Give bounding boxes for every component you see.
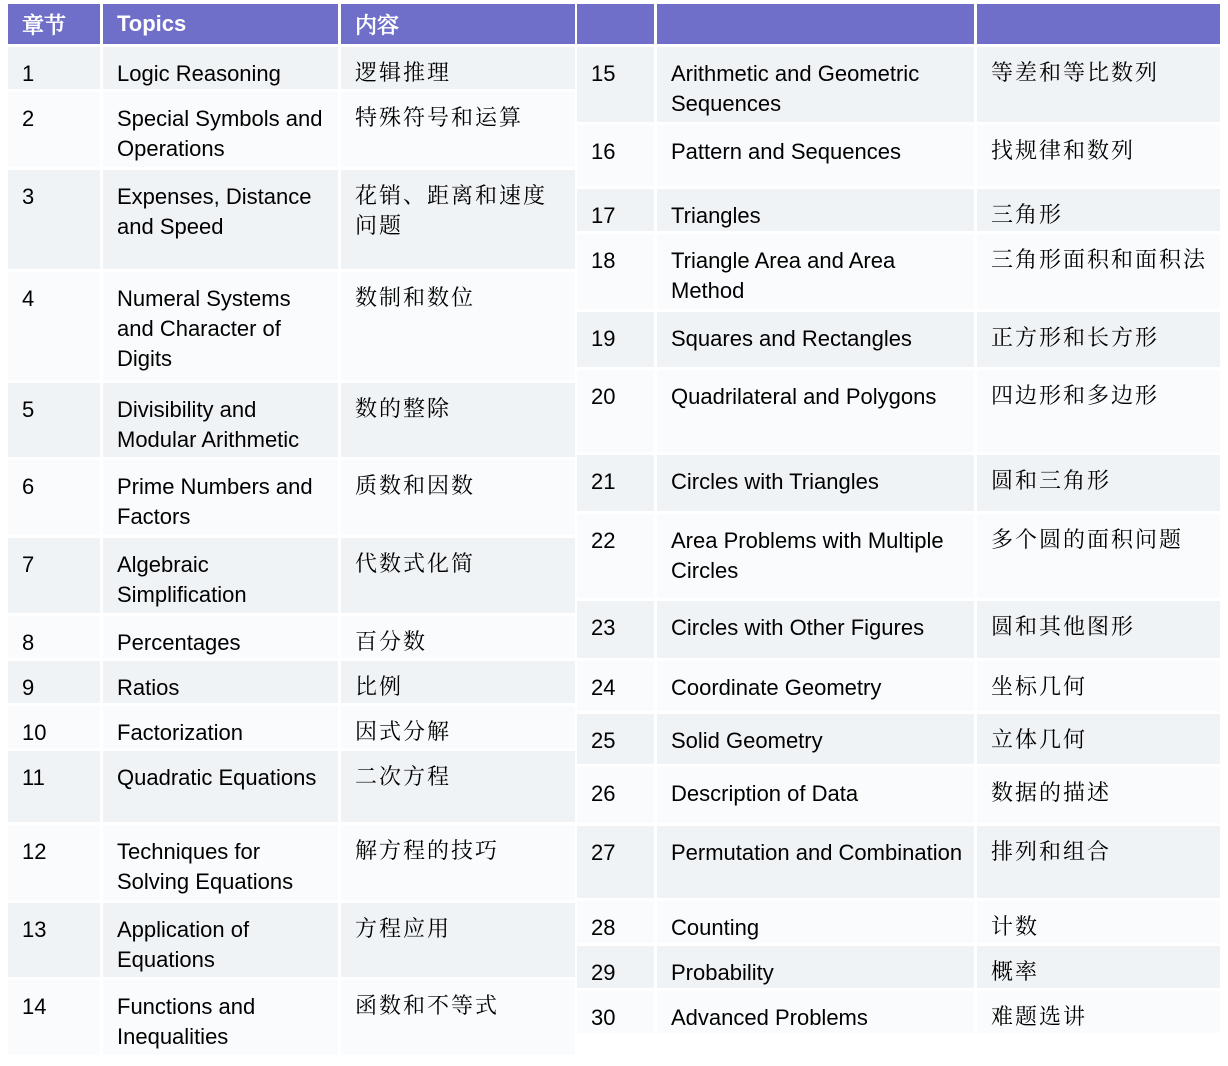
table-row xyxy=(8,170,575,272)
chapter-number-cell xyxy=(8,460,103,538)
topic-name: Numeral Systems and Character of Digits xyxy=(117,286,291,371)
chapter-number-cell xyxy=(577,661,657,714)
topic-name-cell xyxy=(657,47,977,125)
chinese-content-cell xyxy=(341,980,575,1058)
right-header-cell-3 xyxy=(977,4,1220,47)
table-row xyxy=(577,826,1220,901)
topic-name: Squares and Rectangles xyxy=(671,326,912,351)
topic-name-cell xyxy=(657,189,977,234)
table-row xyxy=(8,903,575,980)
table-row xyxy=(577,47,1220,125)
topic-name: Pattern and Sequences xyxy=(671,139,901,164)
table-row xyxy=(8,751,575,825)
topic-name: Prime Numbers and Factors xyxy=(117,474,313,529)
chinese-content-cell xyxy=(341,751,575,825)
chapter-number-cell xyxy=(8,538,103,616)
topic-name-cell xyxy=(103,383,341,460)
topic-name: Description of Data xyxy=(671,781,859,806)
table-row xyxy=(8,616,575,661)
chinese-content: 立体几何 xyxy=(991,728,1088,753)
chinese-content-cell xyxy=(341,47,575,92)
chapter-number: 14 xyxy=(22,994,47,1019)
chapter-number-cell xyxy=(577,455,657,514)
table-row xyxy=(577,661,1220,714)
table-row xyxy=(577,312,1220,370)
chapter-number: 5 xyxy=(22,397,35,422)
chapter-number-cell xyxy=(8,980,103,1058)
topic-name-cell xyxy=(657,714,977,767)
chinese-content-cell xyxy=(977,601,1220,661)
chinese-content: 逻辑推理 xyxy=(355,61,452,86)
chinese-content: 概率 xyxy=(991,960,1040,985)
table-row xyxy=(8,661,575,706)
topic-name-cell xyxy=(103,616,341,661)
chinese-content-cell xyxy=(977,234,1220,312)
table-row xyxy=(577,601,1220,661)
chinese-content: 圆和其他图形 xyxy=(991,615,1136,640)
chapter-number: 10 xyxy=(22,720,47,745)
table-row xyxy=(8,980,575,1058)
topic-name-cell xyxy=(103,980,341,1058)
chinese-content: 质数和因数 xyxy=(355,474,476,499)
chinese-content-cell xyxy=(977,514,1220,601)
topic-name: Quadratic Equations xyxy=(117,765,317,790)
chinese-content-cell xyxy=(977,370,1220,455)
left-header-row xyxy=(8,4,575,47)
topic-name-cell xyxy=(657,125,977,189)
topic-name: Logic Reasoning xyxy=(117,61,281,86)
topic-name: Quadrilateral and Polygons xyxy=(671,384,937,409)
chapter-number-cell xyxy=(577,901,657,946)
chinese-content-cell xyxy=(977,189,1220,234)
chinese-content: 等差和等比数列 xyxy=(991,61,1160,86)
chapter-number: 27 xyxy=(591,840,616,865)
table-row xyxy=(8,47,575,92)
chinese-content: 找规律和数列 xyxy=(991,139,1136,164)
topic-name: Expenses, Distance and Speed xyxy=(117,184,312,239)
table-row xyxy=(577,125,1220,189)
chapter-number: 19 xyxy=(591,326,616,351)
chinese-content: 正方形和长方形 xyxy=(991,326,1160,351)
chapter-number: 24 xyxy=(591,675,616,700)
topic-name-cell xyxy=(657,991,977,1036)
topics-header: Topics xyxy=(103,4,341,47)
topic-name: Divisibility and Modular Arithmetic xyxy=(117,397,300,452)
chapter-number-cell xyxy=(577,767,657,826)
topic-name: Functions and Inequalities xyxy=(117,994,256,1049)
chinese-content-cell xyxy=(341,616,575,661)
chinese-content-cell xyxy=(977,455,1220,514)
topic-name: Ratios xyxy=(117,675,180,700)
topic-name: Circles with Triangles xyxy=(671,469,879,494)
chinese-content-cell xyxy=(341,170,575,272)
chinese-content-cell xyxy=(977,991,1220,1036)
chinese-content: 多个圆的面积问题 xyxy=(991,528,1184,553)
chinese-content-cell xyxy=(341,460,575,538)
chinese-content-cell xyxy=(977,767,1220,826)
chapter-number: 3 xyxy=(22,184,35,209)
chinese-content: 代数式化简 xyxy=(355,552,476,577)
topic-name-cell xyxy=(657,234,977,312)
left-topic-table xyxy=(8,4,575,1058)
chapter-number-cell xyxy=(577,234,657,312)
content-header: 内容 xyxy=(341,4,575,47)
chapter-number: 25 xyxy=(591,728,616,753)
table-row xyxy=(577,234,1220,312)
chinese-content-cell xyxy=(341,706,575,751)
chapter-number-cell xyxy=(8,661,103,706)
chapter-number-cell xyxy=(577,714,657,767)
chapter-number-cell xyxy=(577,47,657,125)
right-header-row xyxy=(577,4,1220,47)
topic-name-cell xyxy=(657,312,977,370)
topic-name: Counting xyxy=(671,915,760,940)
topic-name-cell xyxy=(103,272,341,383)
chapter-number: 17 xyxy=(591,203,616,228)
chapter-number-cell xyxy=(8,825,103,903)
table-row xyxy=(577,991,1220,1036)
table-row xyxy=(577,767,1220,826)
chinese-content: 数制和数位 xyxy=(355,286,476,311)
topic-name: Percentages xyxy=(117,630,241,655)
topic-name-cell xyxy=(657,514,977,601)
topic-name: Special Symbols and Operations xyxy=(117,106,323,161)
chapter-number-cell xyxy=(577,370,657,455)
topic-name-cell xyxy=(657,901,977,946)
table-row xyxy=(8,706,575,751)
chinese-content: 百分数 xyxy=(355,630,428,655)
chapter-number-cell xyxy=(8,272,103,383)
chinese-content: 花销、距离和速度问题 xyxy=(355,184,548,239)
right-header-cell-1 xyxy=(577,4,657,47)
chinese-content-cell xyxy=(977,312,1220,370)
topic-name: Solid Geometry xyxy=(671,728,823,753)
chinese-content-cell xyxy=(977,946,1220,991)
topic-name-cell xyxy=(103,538,341,616)
chinese-content: 坐标几何 xyxy=(991,675,1088,700)
chapter-number: 30 xyxy=(591,1005,616,1030)
topic-name: Algebraic Simplification xyxy=(117,552,247,607)
chapter-number: 28 xyxy=(591,915,616,940)
chapter-number: 9 xyxy=(22,675,35,700)
chapter-number: 15 xyxy=(591,61,616,86)
chinese-content: 四边形和多边形 xyxy=(991,384,1160,409)
topic-name: Coordinate Geometry xyxy=(671,675,882,700)
topic-name: Area Problems with Multiple Circles xyxy=(671,528,944,583)
chapter-number-cell xyxy=(8,92,103,170)
right-header-cell-2 xyxy=(657,4,977,47)
table-row xyxy=(8,538,575,616)
chapter-number: 18 xyxy=(591,248,616,273)
chinese-content: 三角形 xyxy=(991,203,1064,228)
topic-name-cell xyxy=(103,661,341,706)
topic-name-cell xyxy=(657,661,977,714)
right-table-body xyxy=(577,47,1220,1036)
topic-name-cell xyxy=(657,946,977,991)
table-row xyxy=(577,455,1220,514)
chinese-content: 函数和不等式 xyxy=(355,994,500,1019)
topic-name-cell xyxy=(657,826,977,901)
table-row xyxy=(8,92,575,170)
topic-name: Permutation and Combination xyxy=(671,840,963,865)
chapter-number: 7 xyxy=(22,552,35,577)
chapter-number-cell xyxy=(577,826,657,901)
chapter-number: 20 xyxy=(591,384,616,409)
chinese-content: 方程应用 xyxy=(355,917,452,942)
table-row xyxy=(577,901,1220,946)
chinese-content: 数据的描述 xyxy=(991,781,1112,806)
table-row xyxy=(8,383,575,460)
topic-name-cell xyxy=(103,460,341,538)
topic-name: Probability xyxy=(671,960,774,985)
chapter-number: 4 xyxy=(22,286,35,311)
chapter-number-cell xyxy=(8,903,103,980)
chinese-content-cell xyxy=(341,825,575,903)
chinese-content: 排列和组合 xyxy=(991,840,1112,865)
chinese-content: 难题选讲 xyxy=(991,1005,1088,1030)
chinese-content: 圆和三角形 xyxy=(991,469,1112,494)
topic-name-cell xyxy=(103,170,341,272)
chapter-number-cell xyxy=(8,616,103,661)
chapter-header: 章节 xyxy=(8,4,103,47)
table-row xyxy=(8,460,575,538)
topic-name: Arithmetic and Geometric Sequences xyxy=(671,61,920,116)
chapter-number: 6 xyxy=(22,474,35,499)
chapter-number: 16 xyxy=(591,139,616,164)
chapter-number: 23 xyxy=(591,615,616,640)
topic-name: Triangles xyxy=(671,203,761,228)
chapter-number: 29 xyxy=(591,960,616,985)
chapter-number: 21 xyxy=(591,469,616,494)
chinese-content-cell xyxy=(977,47,1220,125)
topic-name: Application of Equations xyxy=(117,917,250,972)
table-row xyxy=(577,189,1220,234)
chapter-number: 11 xyxy=(22,765,45,790)
topic-name-cell xyxy=(103,903,341,980)
table-row xyxy=(577,370,1220,455)
chinese-content-cell xyxy=(341,661,575,706)
topic-name-cell xyxy=(103,751,341,825)
table-row xyxy=(577,946,1220,991)
chapter-number-cell xyxy=(577,991,657,1036)
chinese-content-cell xyxy=(341,92,575,170)
table-row xyxy=(8,272,575,383)
chapter-number: 1 xyxy=(22,61,35,86)
chapter-number-cell xyxy=(577,189,657,234)
left-table-body xyxy=(8,47,575,1058)
chinese-content-cell xyxy=(977,125,1220,189)
chapter-number-cell xyxy=(577,312,657,370)
chapter-number: 12 xyxy=(22,839,47,864)
chinese-content-cell xyxy=(341,272,575,383)
chapter-number: 2 xyxy=(22,106,35,131)
chapter-number-cell xyxy=(8,751,103,825)
topic-name: Circles with Other Figures xyxy=(671,615,925,640)
topic-name-cell xyxy=(103,706,341,751)
chapter-number-cell xyxy=(8,170,103,272)
chinese-content-cell xyxy=(341,383,575,460)
chapter-number-cell xyxy=(8,383,103,460)
chapter-number-cell xyxy=(8,47,103,92)
chapter-number-cell xyxy=(577,601,657,661)
chinese-content-cell xyxy=(977,826,1220,901)
chinese-content: 比例 xyxy=(355,675,404,700)
chinese-content: 数的整除 xyxy=(355,397,452,422)
chapter-number-cell xyxy=(8,706,103,751)
topic-name: Triangle Area and Area Method xyxy=(671,248,896,303)
chapter-number: 13 xyxy=(22,917,47,942)
topic-name-cell xyxy=(103,825,341,903)
topic-name-cell xyxy=(657,370,977,455)
chapter-number-cell xyxy=(577,514,657,601)
topic-name-cell xyxy=(657,601,977,661)
chinese-content-cell xyxy=(977,661,1220,714)
chapter-number: 26 xyxy=(591,781,616,806)
chinese-content: 因式分解 xyxy=(355,720,452,745)
chinese-content-cell xyxy=(341,903,575,980)
chinese-content: 二次方程 xyxy=(355,765,452,790)
chapter-number: 22 xyxy=(591,528,616,553)
topic-name-cell xyxy=(103,47,341,92)
table-row xyxy=(577,714,1220,767)
table-row xyxy=(8,825,575,903)
topic-name-cell xyxy=(103,92,341,170)
chinese-content: 解方程的技巧 xyxy=(355,839,500,864)
chinese-content: 特殊符号和运算 xyxy=(355,106,524,131)
topic-name: Factorization xyxy=(117,720,243,745)
chapter-number: 8 xyxy=(22,630,35,655)
chinese-content: 计数 xyxy=(991,915,1040,940)
right-topic-table xyxy=(577,4,1220,1036)
chinese-content-cell xyxy=(977,901,1220,946)
topic-name-cell xyxy=(657,455,977,514)
topic-name: Advanced Problems xyxy=(671,1005,868,1030)
topic-name-cell xyxy=(657,767,977,826)
chapter-number-cell xyxy=(577,946,657,991)
chinese-content: 三角形面积和面积法 xyxy=(991,248,1208,273)
chinese-content-cell xyxy=(341,538,575,616)
chapter-number-cell xyxy=(577,125,657,189)
chinese-content-cell xyxy=(977,714,1220,767)
table-row xyxy=(577,514,1220,601)
topic-name: Techniques for Solving Equations xyxy=(117,839,294,894)
